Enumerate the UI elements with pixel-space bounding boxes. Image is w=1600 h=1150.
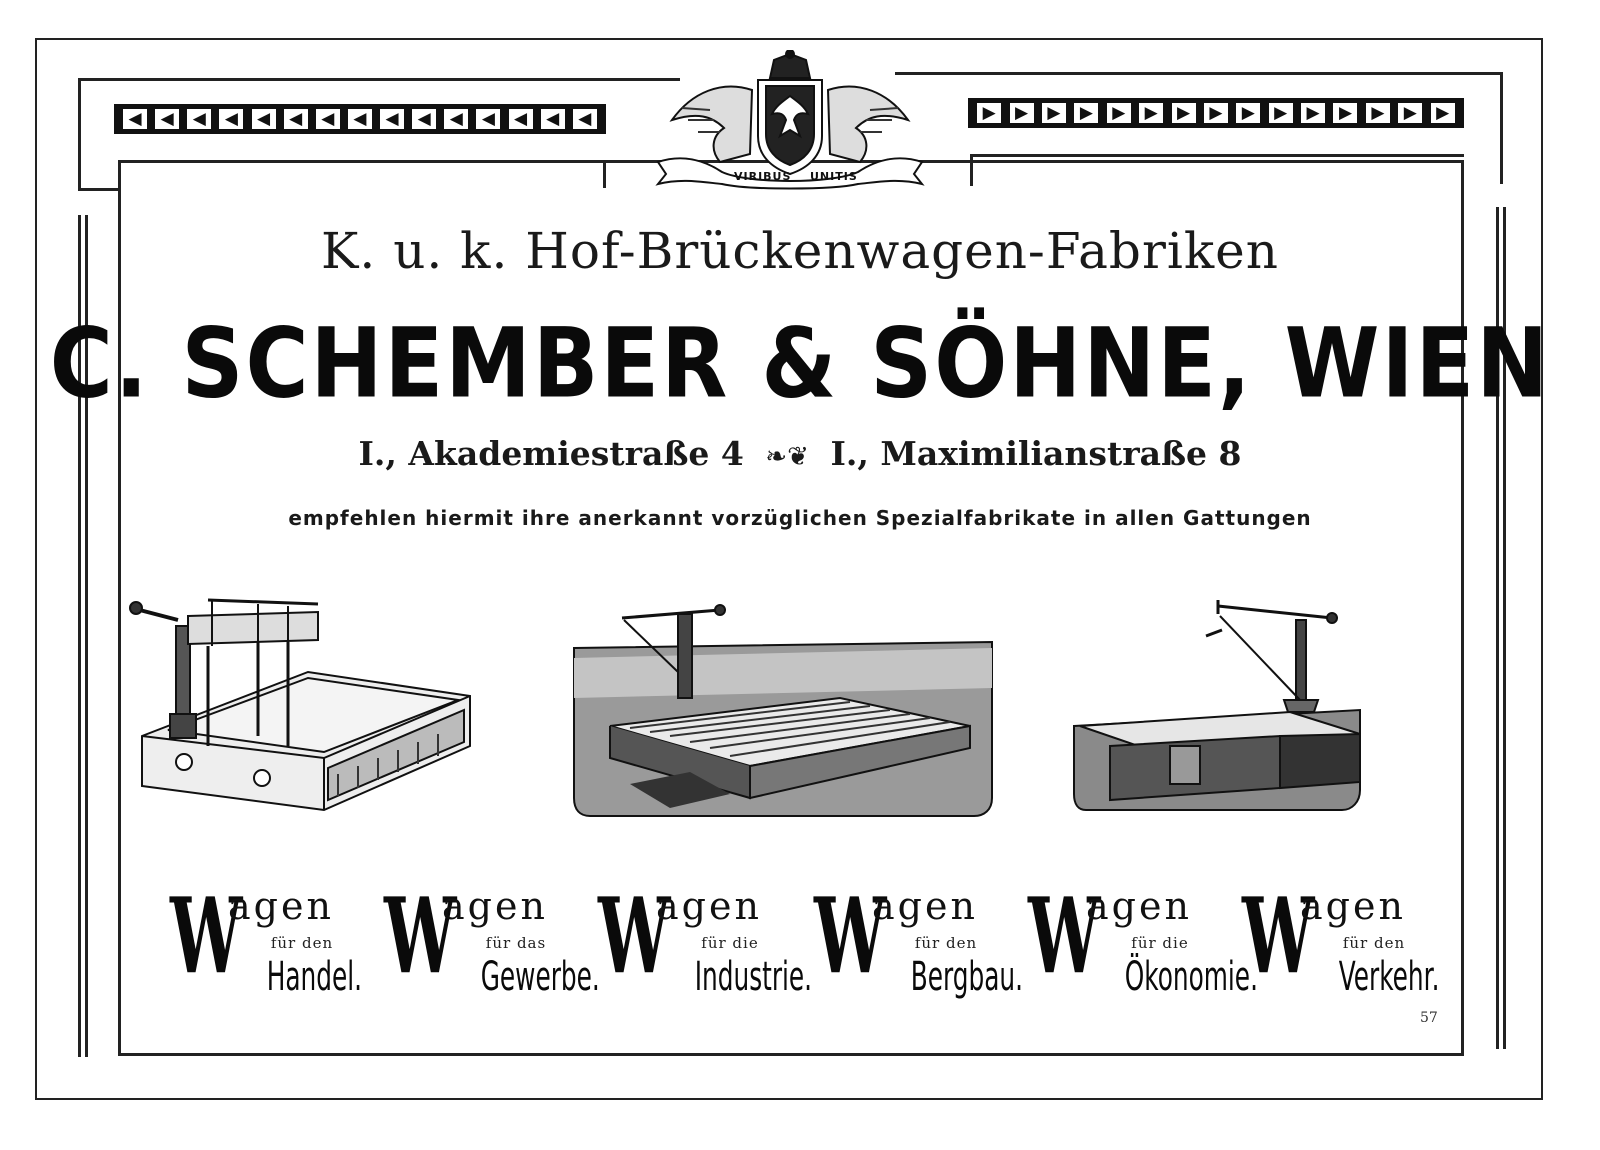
initial-letter: W [1028, 874, 1101, 997]
arrow-block-icon: ◀ [252, 109, 276, 129]
top-left-rule [78, 78, 680, 81]
arrow-block-icon: ◀ [155, 109, 179, 129]
arrow-block-icon: ▶ [1333, 103, 1357, 123]
preposition: für den [270, 934, 334, 952]
imperial-crest-emblem [652, 50, 928, 190]
word-rest: agen [228, 884, 334, 928]
category: Ökonomie. [1124, 954, 1258, 1000]
top-right-inner-rule [970, 154, 1464, 157]
preposition: für den [914, 934, 978, 952]
arrow-block-icon: ▶ [1107, 103, 1131, 123]
arrow-block-icon: ▶ [1010, 103, 1034, 123]
arrow-block-icon: ▶ [1074, 103, 1098, 123]
category: Gewerbe. [480, 954, 600, 1000]
griffin-left-icon [672, 87, 752, 162]
word-rest: agen [442, 884, 548, 928]
platform-weighbridge-illustration [1070, 596, 1366, 818]
preposition: für den [1342, 934, 1406, 952]
motto-right: UNITIS [810, 170, 858, 183]
arrow-block-icon: ◀ [316, 109, 340, 129]
product-industrie [598, 874, 813, 1010]
arrow-block-icon: ◀ [573, 109, 597, 129]
initial-letter: W [598, 874, 671, 997]
arrow-block-icon: ◀ [380, 109, 404, 129]
category: Industrie. [694, 954, 813, 1000]
category: Bergbau. [910, 954, 1024, 1000]
arrow-block-icon: ◀ [476, 109, 500, 129]
product-list [160, 874, 1440, 1010]
product-verkehr [1242, 874, 1442, 1010]
arrow-block-icon: ▶ [1236, 103, 1260, 123]
crown-icon [770, 50, 810, 78]
top-right-bracket [1500, 72, 1503, 184]
address-left: I., Akademiestraße 4 [358, 434, 744, 473]
product-gewerbe [384, 874, 600, 1010]
arrow-block-icon: ▶ [977, 103, 1001, 123]
arrow-block-icon: ◀ [348, 109, 372, 129]
product-bergbau [814, 874, 1024, 1010]
shield-icon [758, 80, 822, 174]
address-line [0, 434, 1600, 473]
arrow-block-icon: ▶ [1431, 103, 1455, 123]
ornament-icon: ❧❦ [765, 442, 809, 472]
headline: K. u. k. Hof-Brückenwagen-Fabriken [321, 222, 1279, 280]
arrow-block-icon: ▶ [1269, 103, 1293, 123]
top-left-lower-rule [78, 188, 118, 191]
arrow-block-icon: ◀ [541, 109, 565, 129]
tagline: empfehlen hiermit ihre anerkannt vorzüglichen Spezialfabrikate in allen Gattungen [288, 506, 1312, 530]
arrow-block-icon: ◀ [123, 109, 147, 129]
arrow-block-icon: ▶ [1042, 103, 1066, 123]
arrow-block-icon: ▶ [1366, 103, 1390, 123]
word-rest: agen [1086, 884, 1192, 928]
top-left-inner-bracket [603, 160, 606, 188]
left-arrow-border-strip [114, 104, 606, 134]
preposition: für das [485, 934, 547, 952]
arrow-block-icon: ▶ [1204, 103, 1228, 123]
arrow-block-icon: ◀ [219, 109, 243, 129]
arrow-block-icon: ▶ [1139, 103, 1163, 123]
top-left-bracket [78, 78, 81, 191]
initial-letter: W [384, 874, 457, 997]
arrow-block-icon: ▶ [1301, 103, 1325, 123]
griffin-right-icon [828, 87, 908, 162]
product-handel [170, 874, 370, 1010]
top-right-rule [895, 72, 1503, 75]
category: Handel. [266, 954, 363, 1000]
top-right-inner-bracket [970, 154, 973, 186]
arrow-block-icon: ◀ [412, 109, 436, 129]
pit-weighbridge-illustration [570, 598, 996, 818]
word-rest: agen [872, 884, 978, 928]
arrow-block-icon: ▶ [1398, 103, 1422, 123]
word-rest: agen [1300, 884, 1406, 928]
address-right: I., Maximilianstraße 8 [830, 434, 1242, 473]
motto-left: VIRIBUS [734, 170, 792, 183]
counter-scale-illustration [128, 596, 498, 818]
initial-letter: W [170, 874, 243, 997]
product-oekonomie [1028, 874, 1258, 1010]
arrow-block-icon: ◀ [187, 109, 211, 129]
word-rest: agen [656, 884, 762, 928]
initial-letter: W [814, 874, 887, 997]
page-number: 57 [1420, 1010, 1438, 1026]
top-left-inner-rule [118, 160, 606, 163]
right-arrow-border-strip [968, 98, 1464, 128]
arrow-block-icon: ◀ [509, 109, 533, 129]
preposition: für die [1131, 934, 1189, 952]
preposition: für die [701, 934, 759, 952]
arrow-block-icon: ▶ [1172, 103, 1196, 123]
initial-letter: W [1242, 874, 1315, 997]
company-name: C. SCHEMBER & SÖHNE, WIEN [49, 308, 1551, 420]
arrow-block-icon: ◀ [284, 109, 308, 129]
arrow-block-icon: ◀ [444, 109, 468, 129]
category: Verkehr. [1338, 954, 1440, 1000]
